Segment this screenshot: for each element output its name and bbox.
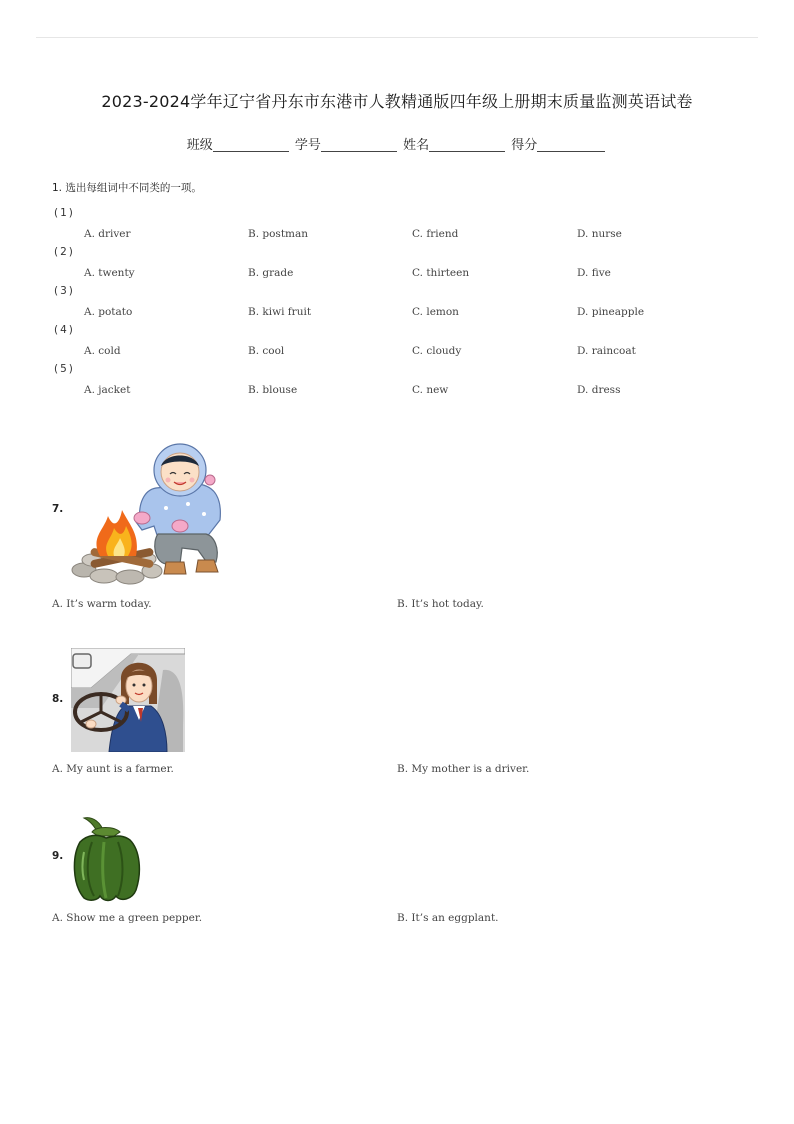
group-3-option-a[interactable]: A. potato [84, 306, 133, 318]
question-7-number: 7. [52, 503, 64, 515]
score-blank[interactable] [537, 137, 605, 152]
name-label: 姓名 [403, 138, 430, 153]
question-7-option-a[interactable]: A. It’s warm today. [52, 598, 152, 610]
group-2-option-a[interactable]: A. twenty [84, 267, 135, 279]
class-label: 班级 [186, 138, 213, 153]
group-4-number: (4) [54, 324, 75, 336]
question-1-heading: 1. 选出每组词中不同类的一项。 [52, 182, 202, 194]
score-label: 得分 [511, 138, 538, 153]
group-2-number: (2) [54, 246, 75, 258]
group-1-option-a[interactable]: A. driver [84, 228, 131, 240]
group-3-option-b[interactable]: B. kiwi fruit [248, 306, 312, 318]
group-5-number: (5) [54, 363, 75, 375]
question-8-option-a[interactable]: A. My aunt is a farmer. [52, 763, 174, 775]
group-4-option-d[interactable]: D. raincoat [577, 345, 636, 357]
question-7-option-b[interactable]: B. It’s hot today. [397, 598, 484, 610]
question-9-option-a[interactable]: A. Show me a green pepper. [52, 912, 203, 924]
header-divider [36, 37, 758, 38]
group-5-option-c[interactable]: C. new [412, 384, 449, 396]
group-3-option-d[interactable]: D. pineapple [577, 306, 645, 318]
group-5-option-a[interactable]: A. jacket [84, 384, 131, 396]
group-4-option-b[interactable]: B. cool [248, 345, 285, 357]
group-4-option-a[interactable]: A. cold [84, 345, 121, 357]
group-3-option-c[interactable]: C. lemon [412, 306, 459, 318]
name-blank[interactable] [429, 137, 505, 152]
id-label: 学号 [294, 138, 321, 153]
group-4-option-c[interactable]: C. cloudy [412, 345, 462, 357]
group-2-option-b[interactable]: B. grade [248, 267, 294, 279]
campfire-child-picture [70, 438, 226, 586]
question-8-number: 8. [52, 693, 64, 705]
group-1-option-c[interactable]: C. friend [412, 228, 459, 240]
question-8-option-b[interactable]: B. My mother is a driver. [397, 763, 530, 775]
woman-driver-picture [71, 648, 185, 752]
group-5-option-b[interactable]: B. blouse [248, 384, 298, 396]
page-title: 2023-2024学年辽宁省丹东市东港市人教精通版四年级上册期末质量监测英语试卷 [101, 92, 693, 111]
question-9-option-b[interactable]: B. It’s an eggplant. [397, 912, 499, 924]
group-1-option-b[interactable]: B. postman [248, 228, 309, 240]
group-1-option-d[interactable]: D. nurse [577, 228, 622, 240]
group-1-number: (1) [54, 207, 75, 219]
group-3-number: (3) [54, 285, 75, 297]
question-9-number: 9. [52, 850, 64, 862]
group-5-option-d[interactable]: D. dress [577, 384, 621, 396]
group-2-option-c[interactable]: C. thirteen [412, 267, 470, 279]
green-pepper-picture [70, 812, 142, 904]
class-blank[interactable] [213, 137, 289, 152]
group-2-option-d[interactable]: D. five [577, 267, 611, 279]
student-info-line [0, 134, 794, 153]
id-blank[interactable] [321, 137, 397, 152]
